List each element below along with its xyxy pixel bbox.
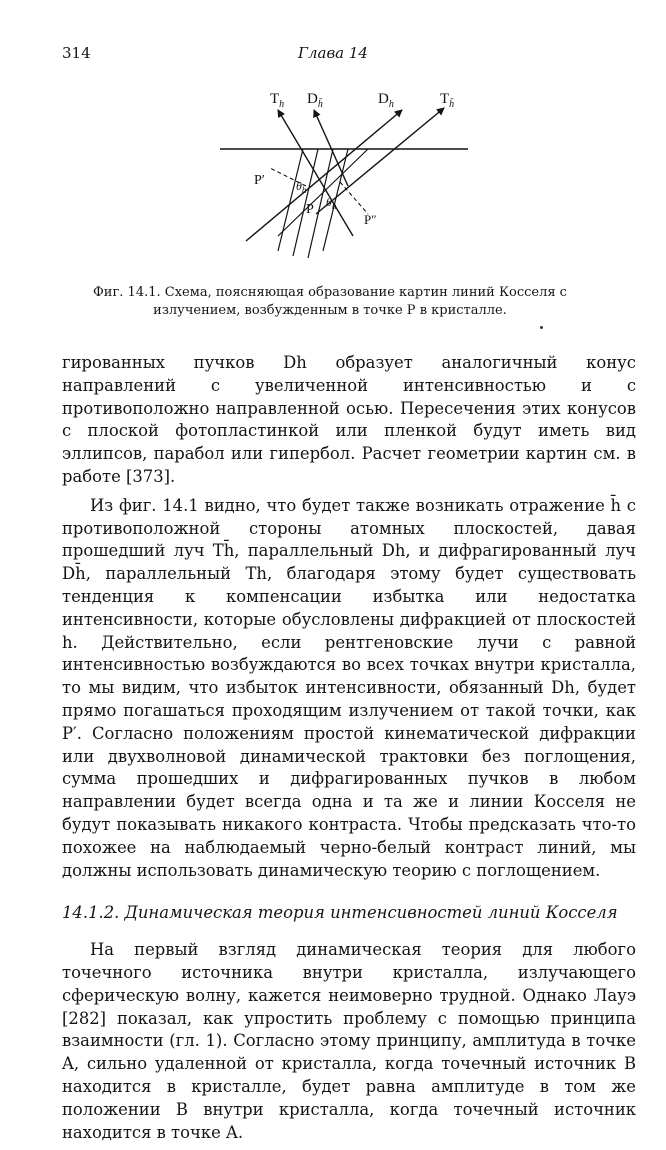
paragraph-2: Из фиг. 14.1 видно, что будет также возникать отражение h̄ с противоположной стороны атомных плоскостей, давая прошедший луч Th̄, параллельный Dh, и дифрагированный луч Dh̄, параллельный Th, благодаря этому будет существовать тенденция к компенсации избытка или недостатка интенсивности, которые обусловлены дифракцией от плоскостей h. Действительно, если рентгеновские лучи с равной интенсивностью возбуждаются во всех точках внутри кристалла, то мы видим, что избыток интенсивности, обязанный Dh, будет прямо погашаться проходящим излучением от такой точки, как P′. Согласно положениям простой кинематической дифракции или двухволновой динамической трактовки без поглощения, сумма прошедших и дифрагированных пучков в любом направлении будет всегда одна и та же и линии Косселя не будут показывать никакого контраста. Чтобы предсказать что-то похожее на наблюдаемый черно-белый контраст линий, мы должны использовать динамическую теорию с поглощением. — [62, 495, 636, 880]
ray-d-hbar — [314, 110, 348, 186]
page-number: 314 — [62, 44, 91, 62]
stray-dot — [540, 326, 543, 329]
paragraph-3: На первый взгляд динамическая теория для любого точечного источника внутри кристалла, излучающего сферическую волну, кажется неимоверно трудной. Однако Лауэ [282] показал, как упростить проблему с помощью принципа взаимности (гл. 1). Согласно этому принципу, амплитуда в точке A, сильно удаленной от кристалла, когда точечный источник B находится в кристалле, будет равна амплитуде в том же положении B внутри кристалла, когда точечный источник находится в точке A. — [62, 940, 636, 1142]
label-t-hbar: $T_{h̄}$ — [440, 91, 455, 110]
label-t-h: $T_h$ — [270, 91, 285, 110]
paragraph-1: гированных пучков Dh образует аналогичный конус направлений с увеличенной интенсивностью и с противоположно направленной осью. Пересечения этих конусов с плоской фотопластинкой или пленкой будут иметь вид эллипсов, парабол или гипербол. Расчет геометрии картин см. в работе [373]. — [62, 353, 636, 486]
section-heading: 14.1.2. Динамическая теория интенсивностей линий Косселя — [62, 903, 618, 923]
label-p-dprime: P″ — [364, 212, 377, 227]
ray-t-hbar — [316, 108, 444, 214]
page-header — [62, 44, 604, 64]
label-d-h: $D_h$ — [378, 91, 394, 110]
label-d-hbar: $D_{h̄}$ — [307, 91, 323, 110]
kossel-diagram — [218, 86, 478, 268]
chapter-title: Глава 14 — [298, 44, 368, 62]
label-p-prime: P′ — [254, 173, 265, 188]
label-theta-1: $\theta_h$ — [296, 179, 307, 195]
dashed-to-p-dprime — [340, 182, 368, 214]
label-theta-2: $\theta_h$ — [326, 195, 337, 211]
main-text — [62, 352, 636, 1150]
ray-d-h — [246, 110, 402, 241]
label-p: P — [306, 202, 314, 217]
diagram-svg — [218, 86, 478, 268]
figure-caption: Фиг. 14.1. Схема, поясняющая образование картин линий Косселя с излучением, возбужденным в точке P в кристалле. — [93, 285, 567, 318]
